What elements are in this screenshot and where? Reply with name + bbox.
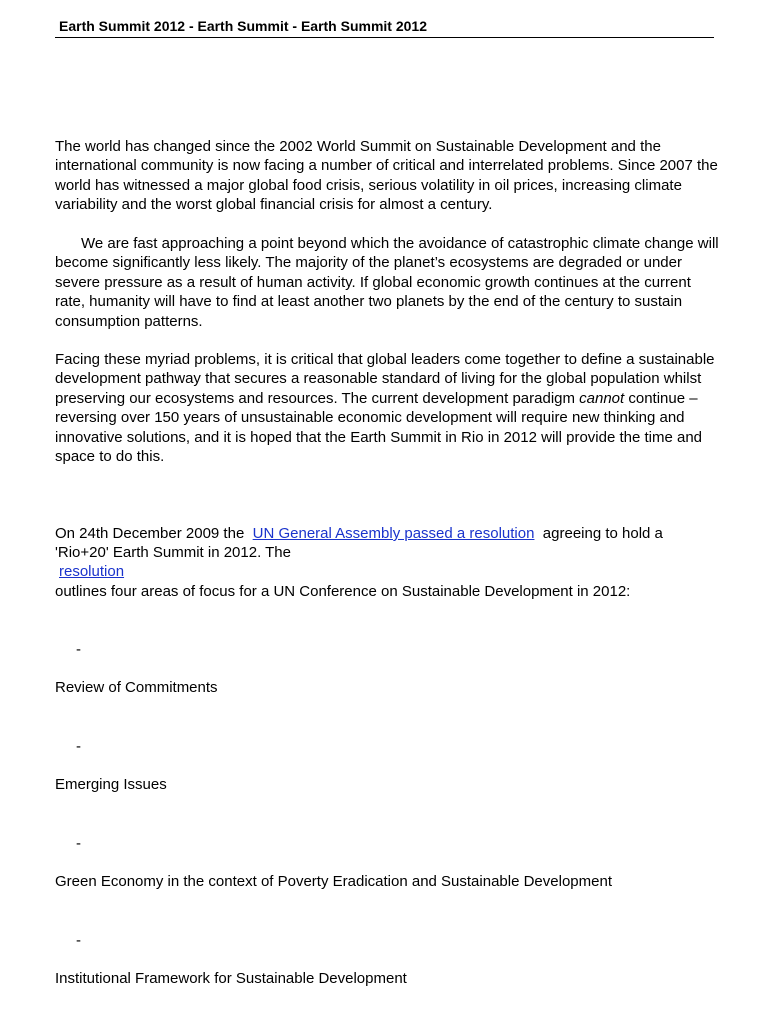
leaders-paragraph-text-end: continue – reversing over 150 years of unsustainable economic development will require new thinking and innovative solutions, and it is hoped that the Earth Summit in Rio in 2012 will provide the time and space to do this. xyxy=(55,389,703,466)
climate-paragraph xyxy=(55,234,725,331)
focus-item-emerging-issues: Emerging Issues xyxy=(55,776,167,793)
list-dash: - xyxy=(76,738,81,755)
leaders-paragraph xyxy=(55,350,725,466)
rio-summit-text: 'Rio+20' Earth Summit in 2012. The xyxy=(55,544,291,561)
focus-item-review-of-commitments: Review of Commitments xyxy=(55,679,218,696)
list-dash: - xyxy=(76,835,81,852)
intro-paragraph xyxy=(55,137,725,215)
focus-item-green-economy: Green Economy in the context of Poverty Eradication and Sustainable Development xyxy=(55,873,612,890)
emphasis-cannot: cannot xyxy=(579,389,625,407)
resolution-intro-text: On 24th December 2009 the xyxy=(55,525,245,542)
focus-item-institutional-framework: Institutional Framework for Sustainable Development xyxy=(55,970,407,987)
list-dash: - xyxy=(76,932,81,949)
intro-paragraph-text: The world has changed since the 2002 World Summit on Sustainable Development and the international community is now facing a number of critical and interrelated problems. Since 2007 the world has witnessed a major global food crisis, serious volatility in oil prices, increasing climate variability and the worst global financial crisis for almost a century. xyxy=(55,138,718,214)
un-general-assembly-link[interactable]: UN General Assembly passed a resolution xyxy=(252,525,535,542)
resolution-line-1 xyxy=(55,524,663,543)
focus-areas-intro-text: outlines four areas of focus for a UN Conference on Sustainable Development in 2012: xyxy=(55,583,631,600)
list-dash: - xyxy=(76,641,81,658)
climate-paragraph-text: We are fast approaching a point beyond which the avoidance of catastrophic climate change will become significantly less likely. The majority of the planet’s ecosystems are degraded or under severe pressure as a result of human activity. If global economic growth continues at the current rate, humanity will have to find at least another two planets by the end of the century to sustain consumption patterns. xyxy=(55,235,719,330)
resolution-link[interactable]: resolution xyxy=(59,563,125,580)
resolution-line-4 xyxy=(55,582,630,601)
page-header-title: Earth Summit 2012 - Earth Summit - Earth Summit 2012 xyxy=(59,18,427,34)
resolution-agreeing-text: agreeing to hold a xyxy=(542,525,663,542)
header-divider xyxy=(55,37,714,38)
resolution-line-2 xyxy=(55,543,291,562)
leaders-paragraph-text-start: Facing these myriad problems, it is critical that global leaders come together to define a sustainable development pathway that secures a reasonable standard of living for the global population whilst preserving our ecosystems and resources. The current development paradigm xyxy=(55,351,715,407)
resolution-line-3 xyxy=(59,562,124,581)
